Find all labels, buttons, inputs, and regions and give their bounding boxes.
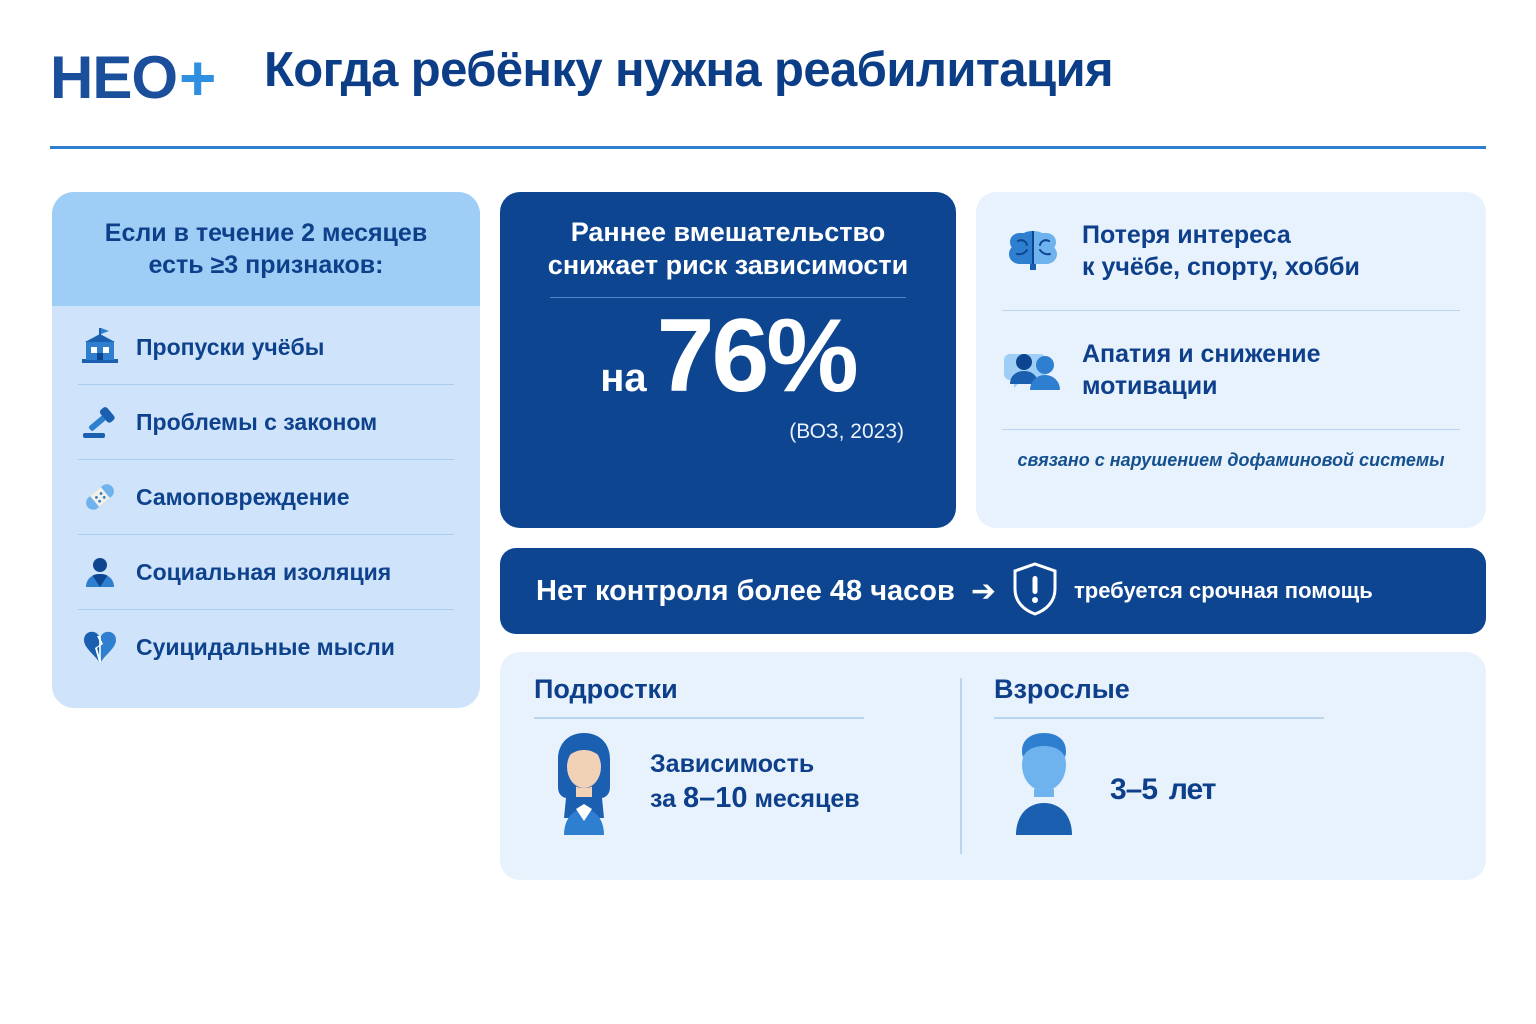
brand-logo: [50, 42, 216, 114]
teens-title: Подростки: [534, 674, 678, 704]
list-item: [78, 460, 454, 535]
list-item: [78, 535, 454, 610]
adults-value: 3–5: [1110, 773, 1158, 806]
person-icon: [78, 550, 122, 594]
stat-source: (ВОЗ, 2023): [789, 420, 904, 444]
symptom-line-2: мотивации: [1082, 372, 1218, 400]
logo-letter-n: H: [50, 44, 93, 111]
list-item: [1002, 311, 1460, 430]
teen-girl-avatar: [534, 727, 634, 840]
symptoms-panel: [976, 192, 1486, 528]
list-item: [78, 310, 454, 385]
urgent-tail-text: требуется срочная помощь: [1073, 578, 1373, 603]
teens-text-line-1: Зависимость: [650, 749, 815, 778]
adults-unit: лет: [1168, 773, 1216, 806]
stat-prefix: на: [600, 356, 647, 401]
teens-text: [650, 748, 860, 818]
bandage-icon: [78, 475, 122, 519]
teens-divider: [534, 717, 864, 719]
symptom-line-1: Апатия и снижение: [1082, 339, 1321, 368]
shield-alert-icon: [1012, 562, 1058, 621]
stat-heading: [500, 192, 956, 283]
adults-value-group: [1110, 756, 1216, 810]
urgent-main-text: Нет контроля более 48 часов: [536, 574, 955, 607]
urgent-alert-bar: [500, 548, 1486, 634]
list-item: [78, 385, 454, 460]
sign-label: Социальная изоляция: [136, 558, 392, 585]
adults-title: Взрослые: [994, 674, 1130, 704]
logo-letter-o: O: [131, 44, 178, 111]
symptom-text: [1082, 219, 1360, 284]
teens-body: [534, 727, 926, 840]
broken-heart-icon: [78, 625, 122, 669]
logo-letter-e: E: [92, 44, 132, 111]
stat-heading-line-1: Раннее вмешательство: [570, 217, 886, 247]
list-item: [78, 610, 454, 684]
page-header: [50, 42, 1486, 148]
signs-list: [52, 306, 480, 684]
symptom-line-1: Потеря интереса: [1082, 220, 1291, 249]
teens-column: [500, 652, 960, 880]
signs-panel-header: [52, 192, 480, 306]
list-item: [1002, 192, 1460, 311]
early-intervention-stat-card: [500, 192, 956, 528]
symptoms-note: связано с нарушением дофаминовой системы: [1017, 450, 1445, 470]
sign-label: Самоповреждение: [136, 483, 350, 510]
symptom-line-2: к учёбе, спорту, хобби: [1082, 253, 1360, 281]
sign-label: Суицидальные мысли: [136, 633, 395, 660]
apathy-person-icon: [1002, 341, 1064, 399]
adults-divider: [994, 717, 1324, 719]
stat-value-group: [500, 298, 956, 415]
timeline-comparison-card: [500, 652, 1486, 880]
signs-heading-line-1: Если в течение 2 месяцев: [104, 219, 428, 247]
stat-value: 76%: [656, 298, 856, 415]
symptom-text: [1082, 338, 1321, 403]
adults-body: [994, 727, 1452, 840]
teens-text-prefix: за: [650, 785, 677, 814]
sign-label: Пропуски учёбы: [136, 333, 325, 360]
logo-plus-icon: +: [179, 42, 216, 114]
arrow-right-icon: ➔: [970, 574, 996, 608]
page-title: Когда ребёнку нужна реабилитация: [264, 43, 1113, 97]
brain-icon: [1002, 222, 1064, 280]
signs-heading-line-2: есть ≥3 признаков:: [148, 251, 384, 279]
header-divider: [50, 146, 1486, 149]
stat-heading-line-2: снижает риск зависимости: [547, 250, 909, 281]
sign-label: Проблемы с законом: [136, 408, 378, 435]
adult-man-avatar: [994, 727, 1094, 840]
gavel-icon: [78, 400, 122, 444]
teens-value: 8–10: [682, 782, 748, 815]
signs-panel: [52, 192, 480, 708]
teens-text-suffix: месяцев: [754, 785, 860, 814]
adults-column: [960, 652, 1486, 880]
school-icon: [78, 325, 122, 369]
